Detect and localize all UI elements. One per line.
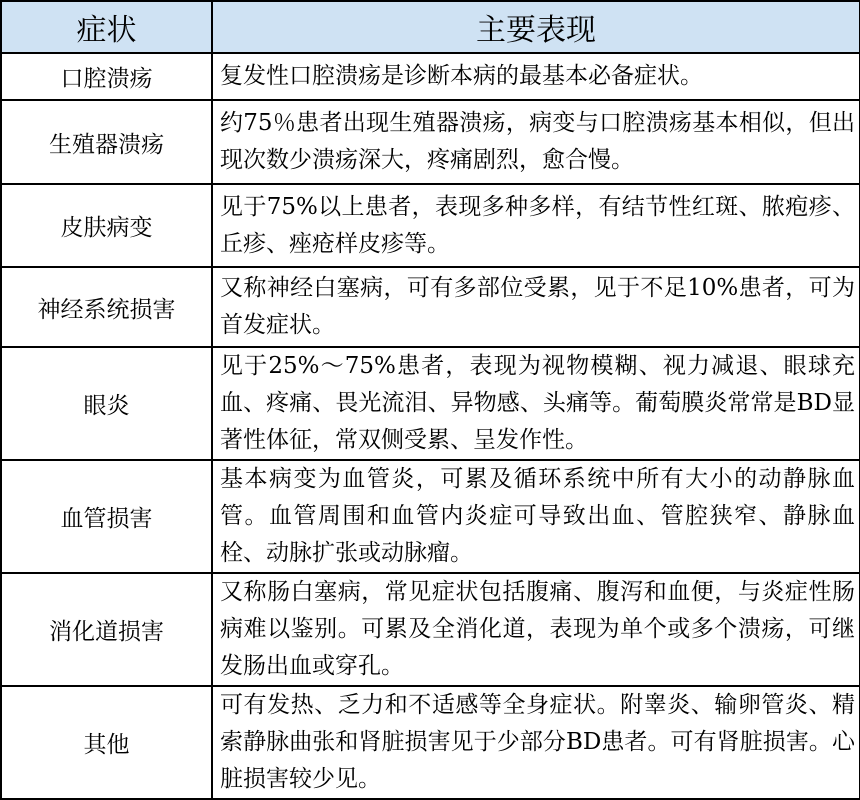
description-cell: 又称肠白塞病，常见症状包括腹痛、腹泻和血便，与炎症性肠病难以鉴别。可累及全消化道，表现为单个或多个溃疡，可继发肠出血或穿孔。 bbox=[212, 573, 860, 686]
header-manifestation: 主要表现 bbox=[212, 1, 860, 53]
table-row bbox=[1, 573, 860, 686]
description-cell: 见于75%以上患者，表现多种多样，有结节性红斑、脓疱疹、丘疹、痤疮样皮疹等。 bbox=[212, 184, 860, 267]
table-row bbox=[1, 686, 860, 799]
symptom-cell: 神经系统损害 bbox=[1, 267, 212, 347]
symptom-cell: 血管损害 bbox=[1, 460, 212, 573]
table-header-row bbox=[1, 1, 860, 53]
table-row bbox=[1, 460, 860, 573]
description-cell: 见于25%～75%患者，表现为视物模糊、视力减退、眼球充血、疼痛、畏光流泪、异物感、头痛等。葡萄膜炎常常是BD显著性体征，常双侧受累、呈发作性。 bbox=[212, 347, 860, 460]
description-cell: 基本病变为血管炎，可累及循环系统中所有大小的动静脉血管。血管周围和血管内炎症可导致出血、管腔狭窄、静脉血栓、动脉扩张或动脉瘤。 bbox=[212, 460, 860, 573]
symptom-cell: 口腔溃疡 bbox=[1, 53, 212, 100]
symptom-cell: 消化道损害 bbox=[1, 573, 212, 686]
symptom-cell: 其他 bbox=[1, 686, 212, 799]
table-row bbox=[1, 53, 860, 100]
header-symptom: 症状 bbox=[1, 1, 212, 53]
description-cell: 可有发热、乏力和不适感等全身症状。附睾炎、输卵管炎、精索静脉曲张和肾脏损害见于少部分BD患者。可有肾脏损害。心脏损害较少见。 bbox=[212, 686, 860, 799]
table-row bbox=[1, 347, 860, 460]
description-cell: 复发性口腔溃疡是诊断本病的最基本必备症状。 bbox=[212, 53, 860, 100]
symptom-cell: 生殖器溃疡 bbox=[1, 100, 212, 184]
description-cell: 又称神经白塞病，可有多部位受累，见于不足10%患者，可为首发症状。 bbox=[212, 267, 860, 347]
symptom-cell: 眼炎 bbox=[1, 347, 212, 460]
table-row bbox=[1, 100, 860, 184]
table-row bbox=[1, 184, 860, 267]
symptom-cell: 皮肤病变 bbox=[1, 184, 212, 267]
table-row bbox=[1, 267, 860, 347]
description-cell: 约75％患者出现生殖器溃疡，病变与口腔溃疡基本相似，但出现次数少溃疡深大，疼痛剧烈，愈合慢。 bbox=[212, 100, 860, 184]
